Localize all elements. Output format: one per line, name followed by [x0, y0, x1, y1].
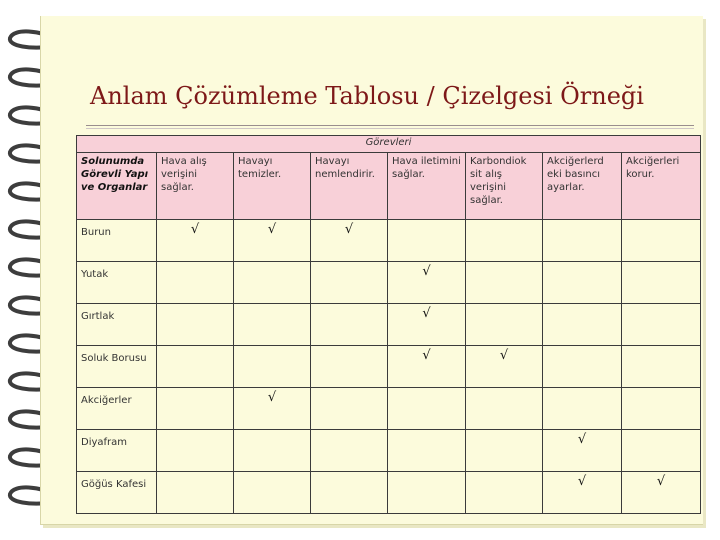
check-cell [466, 304, 543, 346]
check-cell [543, 304, 622, 346]
column-header: Akciğerlerd eki basıncı ayarlar. [543, 153, 622, 220]
check-cell: √ [157, 220, 234, 262]
check-cell [388, 388, 466, 430]
table-row [77, 220, 701, 262]
check-cell: √ [388, 346, 466, 388]
check-cell [622, 430, 701, 472]
check-cell [234, 430, 311, 472]
check-cell [622, 346, 701, 388]
check-cell [234, 304, 311, 346]
column-header: Havayı nemlendirir. [311, 153, 388, 220]
table-row [77, 388, 701, 430]
check-cell [388, 430, 466, 472]
column-header: Hava iletimini sağlar. [388, 153, 466, 220]
side-header: Solunumda Görevli Yapı ve Organlar [77, 153, 157, 220]
check-cell: √ [234, 220, 311, 262]
check-cell: √ [388, 304, 466, 346]
check-cell [622, 262, 701, 304]
group-header-row [77, 136, 701, 153]
check-cell [388, 220, 466, 262]
check-cell: √ [234, 388, 311, 430]
check-cell [157, 388, 234, 430]
table-row [77, 262, 701, 304]
check-cell [311, 472, 388, 514]
table-row [77, 346, 701, 388]
title-divider-shadow [86, 128, 694, 129]
table-body [77, 220, 701, 514]
check-cell [234, 472, 311, 514]
organ-label: Yutak [77, 262, 157, 304]
check-cell [543, 388, 622, 430]
check-cell [622, 220, 701, 262]
check-cell [466, 472, 543, 514]
check-cell [157, 262, 234, 304]
check-cell: √ [543, 472, 622, 514]
organ-label: Burun [77, 220, 157, 262]
check-cell [234, 262, 311, 304]
analysis-table [76, 135, 701, 514]
check-cell [543, 220, 622, 262]
organ-label: Akciğerler [77, 388, 157, 430]
check-cell [466, 262, 543, 304]
check-cell [311, 346, 388, 388]
table-row [77, 472, 701, 514]
check-cell [157, 430, 234, 472]
check-cell: √ [388, 262, 466, 304]
check-cell: √ [622, 472, 701, 514]
column-header: Hava alış verişini sağlar. [157, 153, 234, 220]
check-cell [622, 304, 701, 346]
check-cell [311, 304, 388, 346]
group-header: Görevleri [77, 136, 701, 153]
organ-label: Göğüs Kafesi [77, 472, 157, 514]
column-header: Havayı temizler. [234, 153, 311, 220]
table-row [77, 430, 701, 472]
check-cell: √ [311, 220, 388, 262]
check-cell [466, 430, 543, 472]
check-cell [543, 346, 622, 388]
check-cell [234, 346, 311, 388]
organ-label: Gırtlak [77, 304, 157, 346]
check-cell [311, 430, 388, 472]
table-row [77, 304, 701, 346]
check-cell [388, 472, 466, 514]
check-cell [466, 220, 543, 262]
column-header: Karbondiok sit alış verişini sağlar. [466, 153, 543, 220]
column-header-row [77, 153, 701, 220]
check-cell: √ [543, 430, 622, 472]
check-cell [157, 346, 234, 388]
organ-label: Soluk Borusu [77, 346, 157, 388]
organ-label: Diyafram [77, 430, 157, 472]
check-cell [311, 388, 388, 430]
check-cell [157, 472, 234, 514]
check-cell [157, 304, 234, 346]
column-header: Akciğerleri korur. [622, 153, 701, 220]
check-cell [543, 262, 622, 304]
check-cell [622, 388, 701, 430]
check-cell [466, 388, 543, 430]
check-cell [311, 262, 388, 304]
check-cell: √ [466, 346, 543, 388]
title-divider [86, 125, 694, 126]
page-title: Anlam Çözümleme Tablosu / Çizelgesi Örneği [90, 82, 644, 110]
